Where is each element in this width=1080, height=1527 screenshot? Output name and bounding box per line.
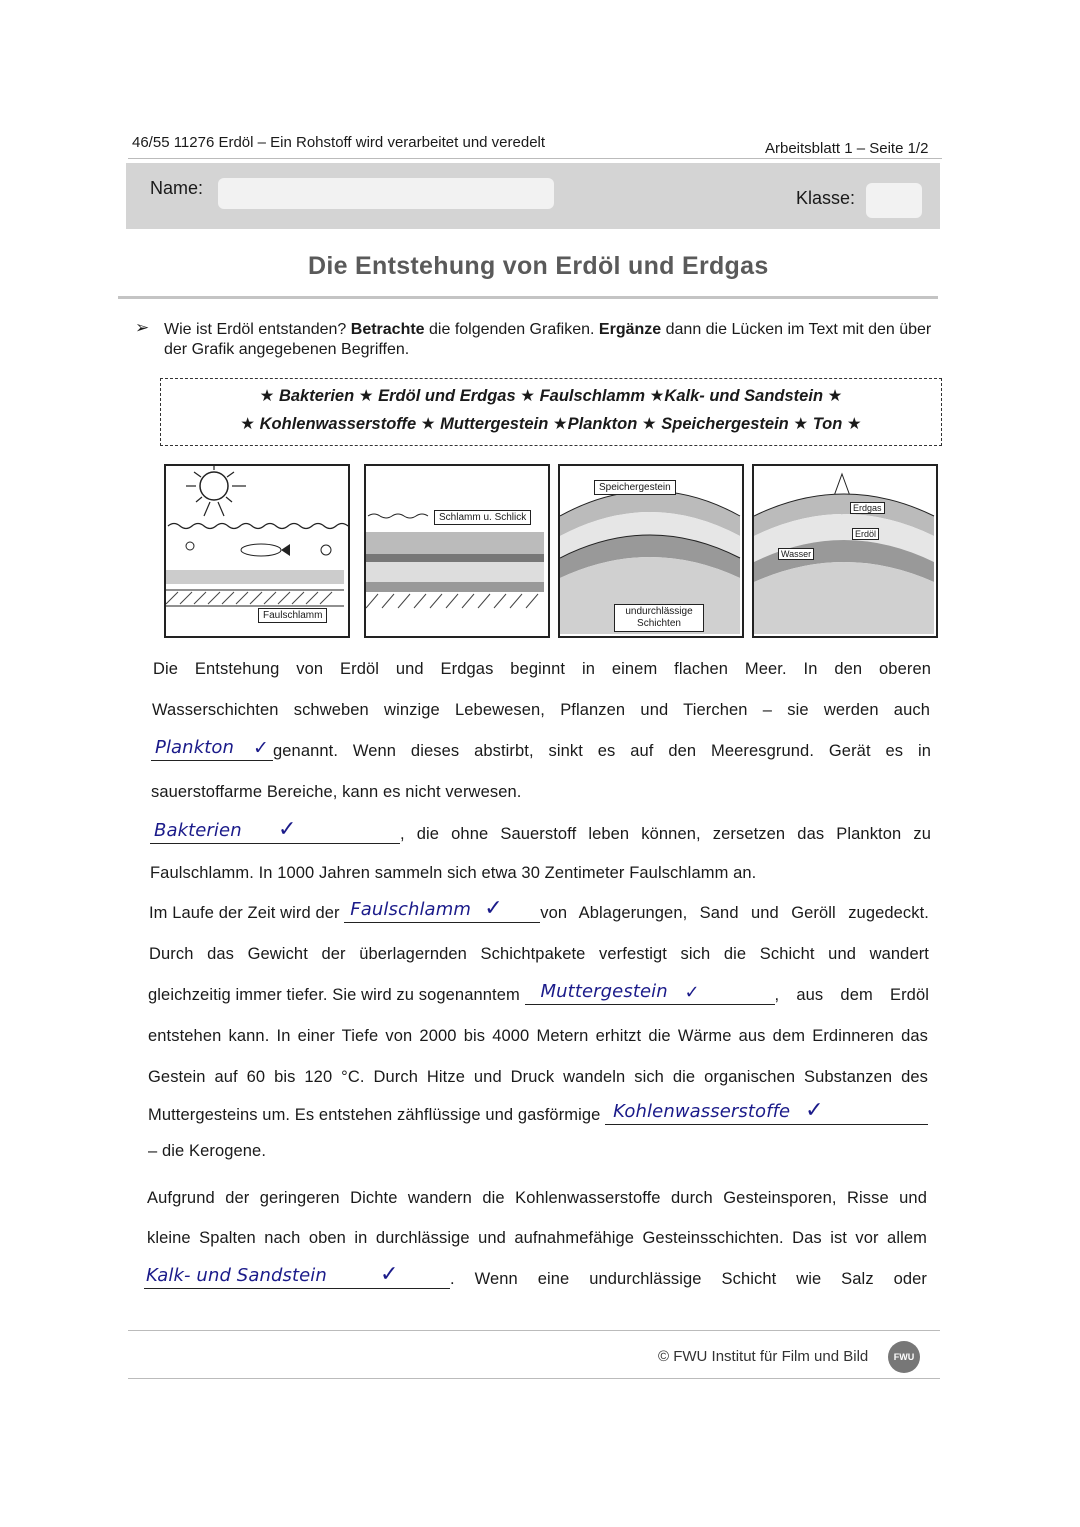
text-line-11: Gestein auf 60 bis 120 °C. Durch Hitze und Druck wandeln sich die organischen Substanzen des: [148, 1068, 928, 1086]
check-mark-icon: ✓: [484, 896, 503, 921]
task-text-1: Wie ist Erdöl entstanden?: [164, 321, 351, 338]
text-line-7-start: Im Laufe der Zeit wird der: [149, 904, 345, 922]
answer-blank-kohlenwasserstoffe[interactable]: [605, 1098, 928, 1125]
label-schlamm-schlick: Schlamm u. Schlick: [434, 510, 531, 525]
diagram-panel-sea: [164, 464, 350, 638]
check-mark-icon: ✓: [805, 1098, 824, 1123]
text-line-4: sauerstoffarme Bereiche, kann es nicht verwesen.: [151, 783, 522, 801]
answer-bakterien: Bakterien: [154, 820, 242, 841]
answer-kohlenwasserstoffe: Kohlenwasserstoffe: [613, 1101, 791, 1122]
answer-faulschlamm: Faulschlamm: [350, 899, 471, 920]
check-mark-icon: ✓: [278, 817, 297, 842]
page-title: Die Entstehung von Erdöl und Erdgas: [308, 252, 769, 280]
text-line-8: Durch das Gewicht der überlagernden Schichtpakete verfestigt sich die Schicht und wandert: [149, 945, 929, 963]
text-line-13: – die Kerogene.: [148, 1142, 267, 1160]
text-line-16: [144, 1262, 927, 1289]
answer-blank-muttergestein[interactable]: [525, 981, 775, 1005]
answer-blank-faulschlamm[interactable]: [344, 896, 540, 923]
label-speichergestein: Speichergestein: [594, 480, 676, 495]
worksheet-page-info: Arbeitsblatt 1 – Seite 1/2: [765, 140, 929, 157]
label-erdoel: Erdöl: [852, 528, 879, 540]
word-bank-line-1: ★ Bakterien ★ Erdöl und Erdgas ★ Faulschlamm ★Kalk- und Sandstein ★: [259, 387, 843, 405]
answer-blank-bakterien[interactable]: [150, 817, 400, 844]
text-line-9: [148, 981, 929, 1005]
text-line-7: [149, 896, 929, 923]
text-line-9-start: gleichzeitig immer tiefer. Sie wird zu sogenanntem: [148, 986, 525, 1004]
footer-bottom-rule: [128, 1378, 940, 1379]
class-label: Klasse:: [796, 188, 856, 208]
word-bank-box: [160, 378, 942, 446]
task-verb-1: Betrachte: [350, 321, 425, 338]
check-mark-icon: ✓: [253, 737, 270, 759]
task-instruction: [164, 320, 944, 360]
text-line-1: Die Entstehung von Erdöl und Erdgas beginnt in einem flachen Meer. In den oberen: [153, 660, 931, 678]
task-verb-2: Ergänze: [598, 321, 662, 338]
task-text-2: die folgenden Grafiken.: [424, 321, 599, 338]
diagram-panel-oilfield: [752, 464, 938, 638]
sun-icon: [200, 472, 228, 500]
name-field[interactable]: [218, 178, 554, 209]
word-bank-line-2: ★ Kohlenwasserstoffe ★ Muttergestein ★Plankton ★ Speichergestein ★ Ton ★: [240, 415, 862, 433]
diagram-panel-anticline: [558, 464, 744, 638]
header-rule: [128, 158, 942, 159]
answer-kalk-sandstein: Kalk- und Sandstein: [146, 1265, 327, 1286]
text-line-12-start: Muttergesteins um. Es entstehen zähflüssige und gasförmige: [148, 1106, 606, 1124]
worksheet-series-title: 46/55 11276 Erdöl – Ein Rohstoff wird verarbeitet und veredelt: [132, 134, 546, 151]
diagram-panel-layers: [364, 464, 550, 638]
task-text-3: dann die Lücken im Text mit den über der Grafik angegebenen Begriffen.: [164, 321, 932, 358]
task-arrow-icon: ➢: [135, 318, 150, 337]
answer-plankton: Plankton: [155, 737, 234, 758]
text-line-5-rest: , die ohne Sauerstoff leben können, zersetzen das Plankton zu: [400, 825, 931, 843]
fwu-logo-icon: FWU: [888, 1341, 920, 1373]
text-line-6: Faulschlamm. In 1000 Jahren sammeln sich etwa 30 Zentimeter Faulschlamm an.: [150, 864, 757, 882]
text-line-3: [151, 737, 931, 761]
text-line-2: Wasserschichten schweben winzige Lebewesen, Pflanzen und Tierchen – sie werden auch: [152, 701, 930, 719]
answer-blank-kalk-sandstein[interactable]: [144, 1262, 450, 1289]
label-wasser: Wasser: [778, 548, 814, 560]
footer-rule: [128, 1330, 940, 1331]
oil-derrick-icon: [834, 474, 850, 496]
text-line-5: [150, 817, 931, 844]
text-line-12: [148, 1098, 928, 1125]
text-line-15: kleine Spalten nach oben in durchlässige und aufnahmefähige Gesteinsschichten. Das ist vor allem: [147, 1229, 927, 1247]
fish-icon: [241, 544, 281, 556]
text-line-9-rest: , aus dem Erdöl: [774, 986, 929, 1004]
label-erdgas: Erdgas: [850, 502, 885, 514]
class-field[interactable]: [866, 183, 922, 218]
text-line-16-rest: . Wenn eine undurchlässige Schicht wie Salz oder: [450, 1270, 927, 1288]
check-mark-icon: ✓: [684, 982, 700, 1003]
text-line-10: entstehen kann. In einer Tiefe von 2000 bis 4000 Metern erhitzt die Wärme aus dem Erdinneren das: [148, 1027, 928, 1045]
answer-muttergestein: Muttergestein: [540, 981, 668, 1002]
text-line-7-rest: von Ablagerungen, Sand und Geröll zugedeckt.: [540, 904, 929, 922]
name-label: Name:: [150, 178, 204, 198]
footer-copyright: © FWU Institut für Film und Bild: [658, 1348, 869, 1365]
check-mark-icon: ✓: [380, 1262, 399, 1287]
text-line-3-rest: genannt. Wenn dieses abstirbt, sinkt es auf den Meeresgrund. Gerät es in: [273, 742, 931, 760]
answer-blank-plankton[interactable]: [151, 737, 273, 761]
title-rule: [118, 296, 938, 299]
text-line-14: Aufgrund der geringeren Dichte wandern die Kohlenwasserstoffe durch Gesteinsporen, Risse und: [147, 1189, 927, 1207]
sediment-layers-graphic: [366, 466, 548, 636]
label-undurchlaessige-schichten: undurchlässige Schichten: [614, 604, 704, 632]
label-faulschlamm: Faulschlamm: [258, 608, 327, 623]
